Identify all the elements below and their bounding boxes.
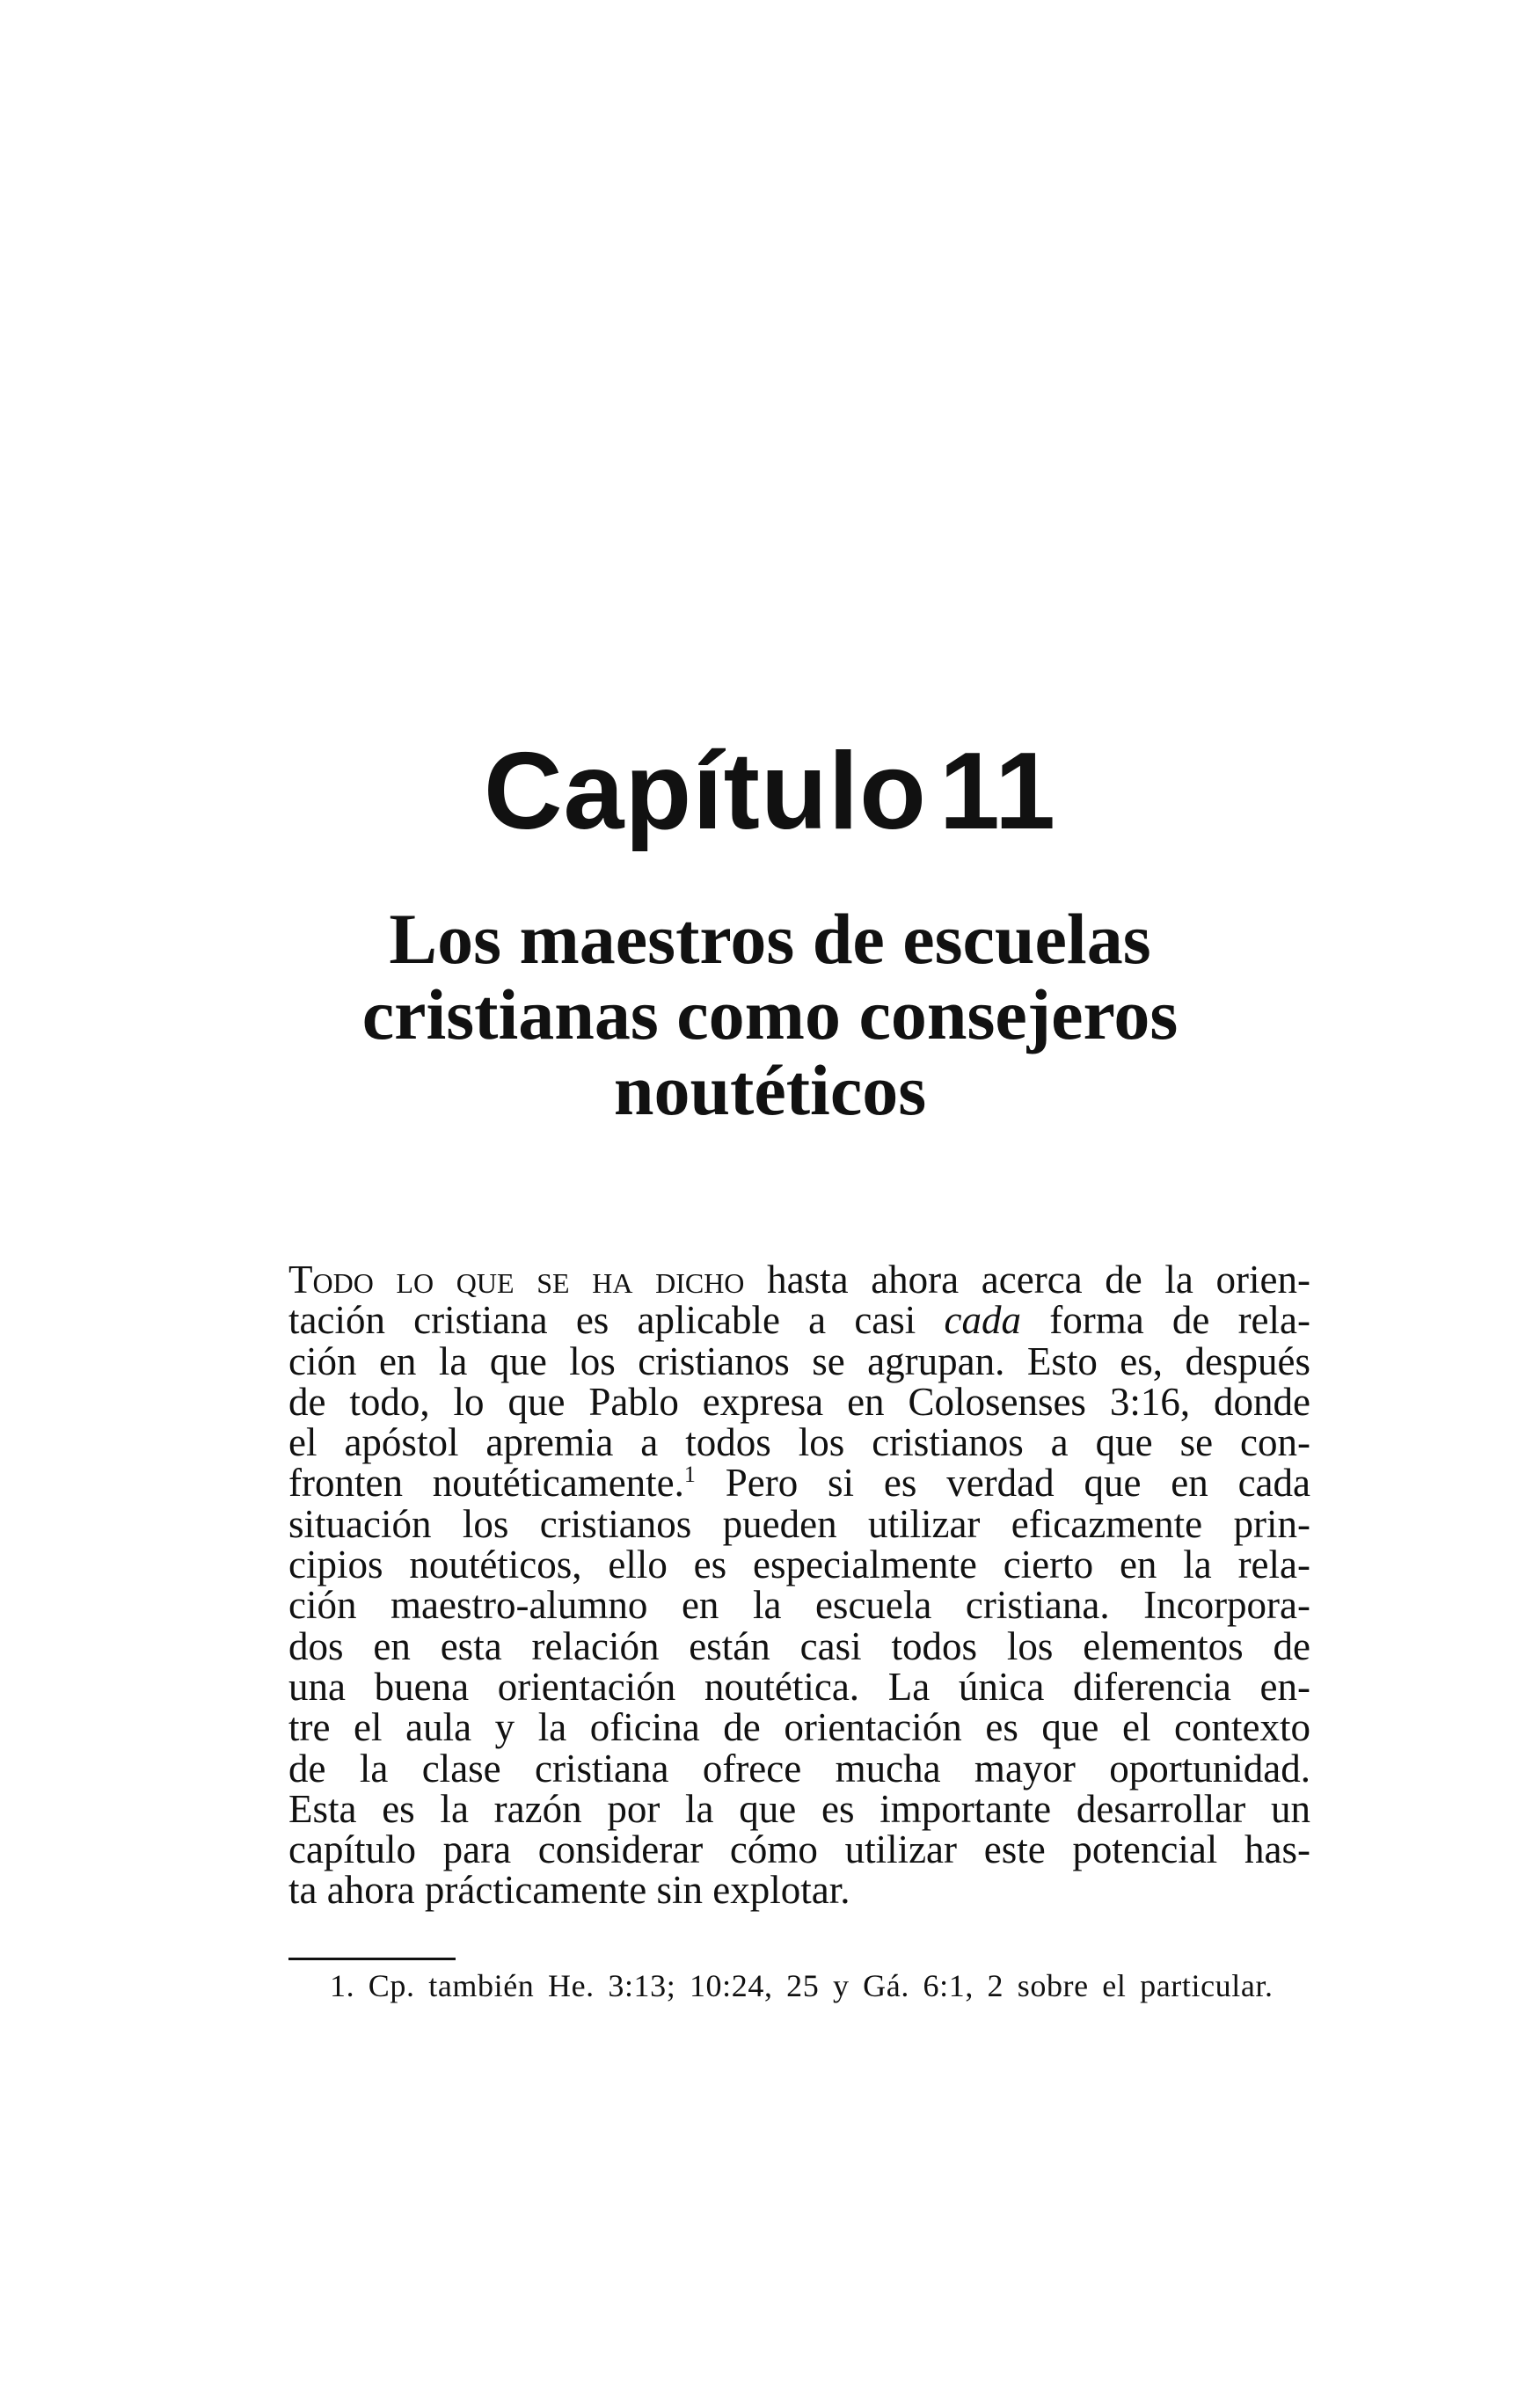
chapter-title-line-3: noutéticos <box>613 1050 927 1130</box>
opening-smallcaps: Todo lo que se ha dicho <box>288 1258 745 1302</box>
emphasis-word: cada <box>944 1298 1021 1343</box>
body-line-15: capítulo para considerar cómo utilizar este potencial has- <box>288 1827 1310 1872</box>
chapter-title-line-2: cristianas como consejeros <box>361 974 1179 1054</box>
body-line-1 <box>288 1259 1310 1300</box>
footnote-divider <box>288 1958 456 1960</box>
body-line-10: dos en esta relación están casi todos los elementos de <box>288 1623 1310 1668</box>
body-line-1-text: hasta ahora acerca de la orien- <box>744 1258 1310 1302</box>
chapter-title-line-1: Los maestros de escuelas <box>389 899 1151 979</box>
body-line-11: una buena orientación noutética. La única diferencia en- <box>288 1664 1310 1709</box>
body-line-16: ta ahora prácticamente sin explotar. <box>288 1868 850 1913</box>
body-line-9: ción maestro-alumno en la escuela cristiana. Incorpora- <box>288 1583 1310 1628</box>
body-line-6-text-b: Pero si es verdad que en cada <box>695 1461 1310 1506</box>
body-line-12: tre el aula y la oficina de orientación es que el contexto <box>288 1705 1310 1750</box>
body-line-2 <box>288 1298 1310 1343</box>
body-line-3: ción en la que los cristianos se agrupan. Esto es, después <box>288 1338 1310 1383</box>
body-line-4: de todo, lo que Pablo expresa en Colosenses 3:16, donde <box>288 1379 1310 1424</box>
chapter-heading <box>0 730 1540 853</box>
chapter-title <box>0 901 1540 1128</box>
body-line-2-text-a: tación cristiana es aplicable a casi <box>288 1298 945 1343</box>
body-line-13: de la clase cristiana ofrece mucha mayor oportunidad. <box>288 1746 1310 1791</box>
footnote-reference: 1 <box>683 1462 696 1488</box>
chapter-label: Capítulo <box>483 731 927 852</box>
chapter-number: 11 <box>938 731 1057 852</box>
body-line-8: cipios noutéticos, ello es especialmente cierto en la rela- <box>288 1543 1310 1587</box>
body-line-7: situación los cristianos pueden utilizar eficazmente prin- <box>288 1501 1310 1546</box>
body-line-6-text-a: fronten noutéticamente. <box>288 1461 684 1506</box>
body-line-14: Esta es la razón por la que es importante desarrollar un <box>288 1786 1310 1831</box>
body-paragraph <box>288 1259 1310 1911</box>
footnote: 1. Cp. también He. 3:13; 10:24, 25 y Gá. 6:1, 2 sobre el particular. <box>330 1968 1274 2003</box>
body-line-5: el apóstol apremia a todos los cristianos a que se con- <box>288 1420 1310 1465</box>
body-line-6 <box>288 1461 1310 1506</box>
body-line-2-text-b: forma de rela- <box>1021 1298 1310 1343</box>
